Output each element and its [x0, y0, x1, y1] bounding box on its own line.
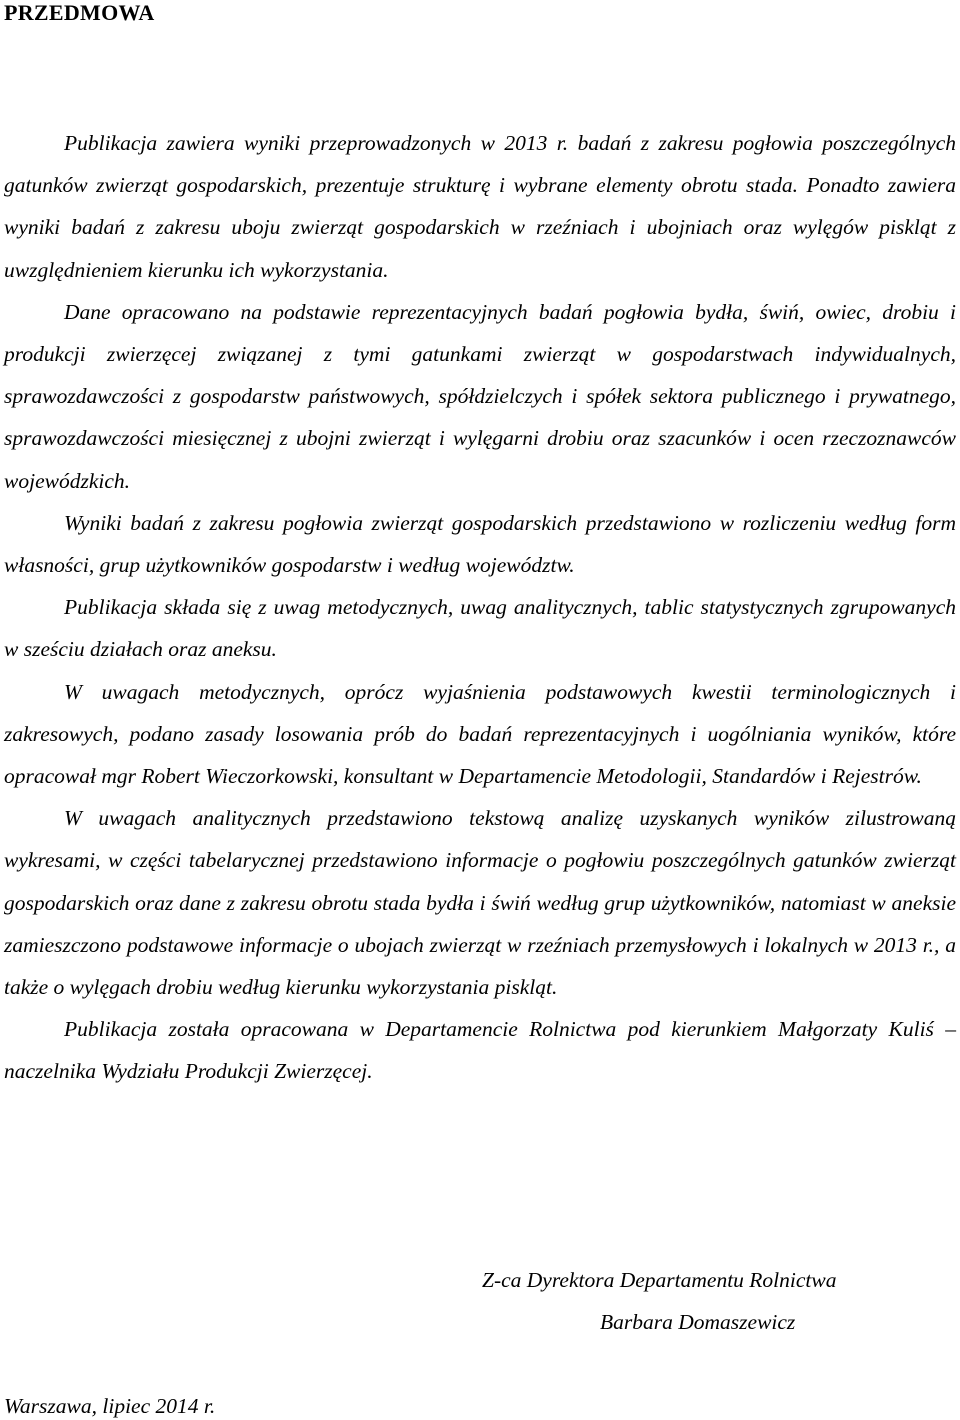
paragraph-breakdown: Wyniki badań z zakresu pogłowia zwierząt gospodarskich przedstawiono w rozliczeniu według form własności, grup użytkowników gospodarstw i według województw.: [4, 510, 956, 578]
preface-body: [4, 122, 956, 1093]
signature-title: Z-ca Dyrektora Departamentu Rolnictwa: [482, 1268, 837, 1292]
paragraph-scope: Publikacja zawiera wyniki przeprowadzonych w 2013 r. badań z zakresu pogłowia poszczególnych gatunków zwierząt gospodarskich, prezentuje strukturę i wybrane elementy obrotu stada. Ponadto zawiera wyniki badań z zakresu uboju zwierząt gospodarskich w rzeźniach i ubojniach oraz wylęgów piskląt z uwzględnieniem kierunku ich wykorzystania.: [4, 131, 956, 282]
place-and-date: Warszawa, lipiec 2014 r.: [4, 1394, 216, 1418]
paragraph-structure: Publikacja składa się z uwag metodycznych, uwag analitycznych, tablic statystycznych zgrupowanych w sześciu działach oraz aneksu.: [4, 595, 956, 662]
paragraph-methodology: W uwagach metodycznych, oprócz wyjaśnienia podstawowych kwestii terminologicznych i zakresowych, podano zasady losowania prób do badań reprezentacyjnych i uogólniania wyników, które opracował mgr Robert Wieczorkowski, konsultant w Departamencie Metodologii, Standardów i Rejestrów.: [4, 679, 956, 789]
page-title: PRZEDMOWA: [4, 0, 155, 25]
paragraph-data-sources: Dane opracowano na podstawie reprezentacyjnych badań pogłowia bydła, świń, owiec, drobiu i produkcji zwierzęcej związanej z tymi gatunkami zwierząt w gospodarstwach indywidualnych, sprawozdawczości z gospodarstw państwowych, spółdzielczych i spółek sektora publicznego i prywatnego, sprawozdawczości miesięcznej z ubojni zwierząt i wylęgarni drobiu oraz szacunków i ocen rzeczoznawców wojewódzkich.: [4, 299, 956, 493]
paragraph-analysis: W uwagach analitycznych przedstawiono tekstową analizę uzyskanych wyników zilustrowaną wykresami, w części tabelarycznej przedstawiono informacje o pogłowiu poszczególnych gatunków zwierząt gospodarskich oraz dane z zakresu obrotu stada bydła i świń według grup użytkowników, natomiast w aneksie zamieszczono podstawowe informacje o ubojach zwierząt w rzeźniach przemysłowych i lokalnych w 2013 r., a także o wylęgach drobiu według kierunku wykorzystania piskląt.: [4, 806, 956, 1000]
signature-name: Barbara Domaszewicz: [600, 1310, 796, 1334]
paragraph-authorship: Publikacja została opracowana w Departamencie Rolnictwa pod kierunkiem Małgorzaty Kuliś – naczelnika Wydziału Produkcji Zwierzęcej.: [4, 1017, 956, 1084]
